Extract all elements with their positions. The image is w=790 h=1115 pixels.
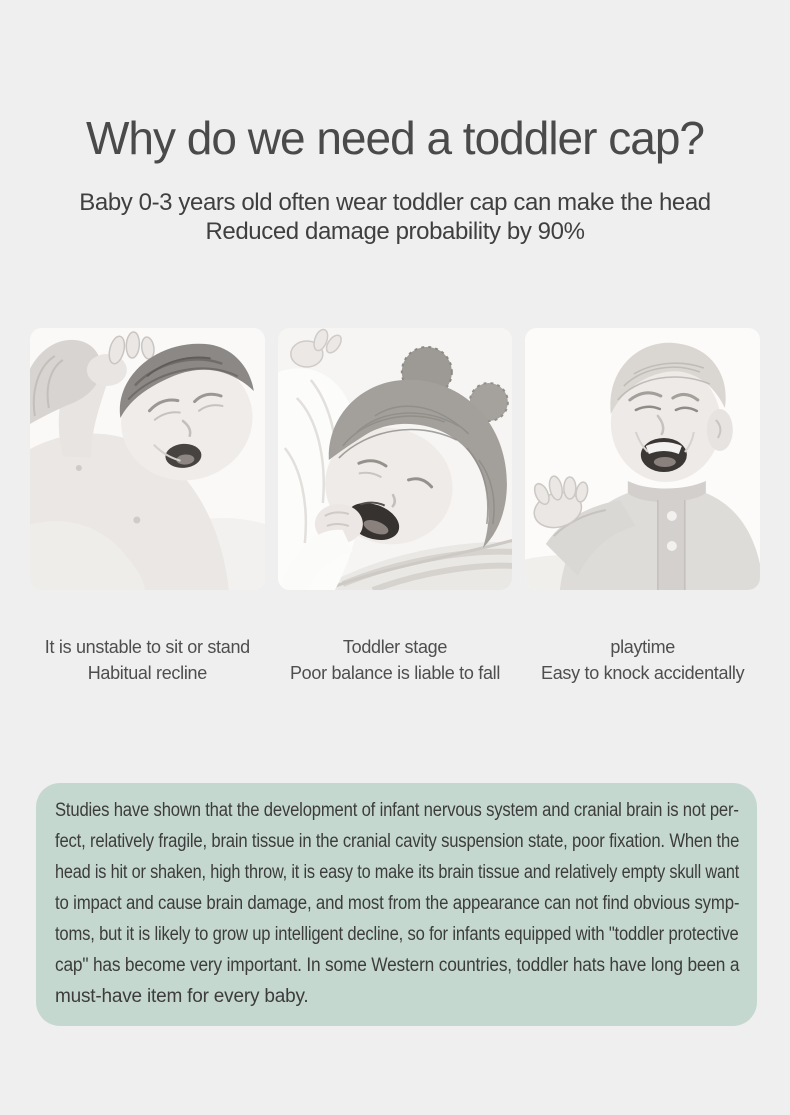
info-paragraph-line: must-have item for every baby. [55,986,309,1007]
baby-photo-newborn [30,328,265,590]
page-subtitle [0,188,790,246]
subtitle-line-1: Baby 0-3 years old often wear toddler cap can make the head [79,189,711,216]
crying-toddler-illustration [525,328,760,590]
caption-playtime [525,634,760,686]
info-paragraph [55,795,739,1012]
crying-baby-knit-hat-illustration [278,328,513,590]
caption-newborn-line-2: Habitual recline [87,663,207,683]
info-paragraph-line: to impact and cause brain damage, and most from the appearance can not find obvious symp- [55,893,740,914]
photo-row [30,328,760,590]
info-paragraph-line: head is hit or shaken, high throw, it is easy to make its brain tissue and relatively empty skull want [55,862,740,883]
info-paragraph-line: fect, relatively fragile, brain tissue in the cranial cavity suspension state, poor fixation. When the [55,831,740,852]
crying-newborn-illustration [30,328,265,590]
caption-toddler-stage-line-2: Poor balance is liable to fall [289,663,501,683]
page-title: Why do we need a toddler cap? [86,112,704,164]
caption-playtime-line-2: Easy to knock accidentally [541,663,745,683]
caption-toddler-stage [278,634,513,686]
info-paragraph-line: cap" has become very important. In some Western countries, toddler hats have long been a [55,955,740,976]
baby-photo-toddler [525,328,760,590]
info-paragraph-line: Studies have shown that the development of infant nervous system and cranial brain is not per- [55,800,739,821]
info-paragraph-line: toms, but it is likely to grow up intelligent decline, so for infants equipped with "toddler protective [55,924,739,945]
caption-newborn-line-1: It is unstable to sit or stand [44,637,250,657]
info-box [36,783,757,1026]
subtitle-line-2: Reduced damage probability by 90% [205,218,585,245]
caption-row [30,634,760,686]
caption-playtime-line-1: playtime [610,637,675,657]
baby-photo-knit-hat [278,328,513,590]
caption-newborn [30,634,265,686]
caption-toddler-stage-line-1: Toddler stage [342,637,448,657]
